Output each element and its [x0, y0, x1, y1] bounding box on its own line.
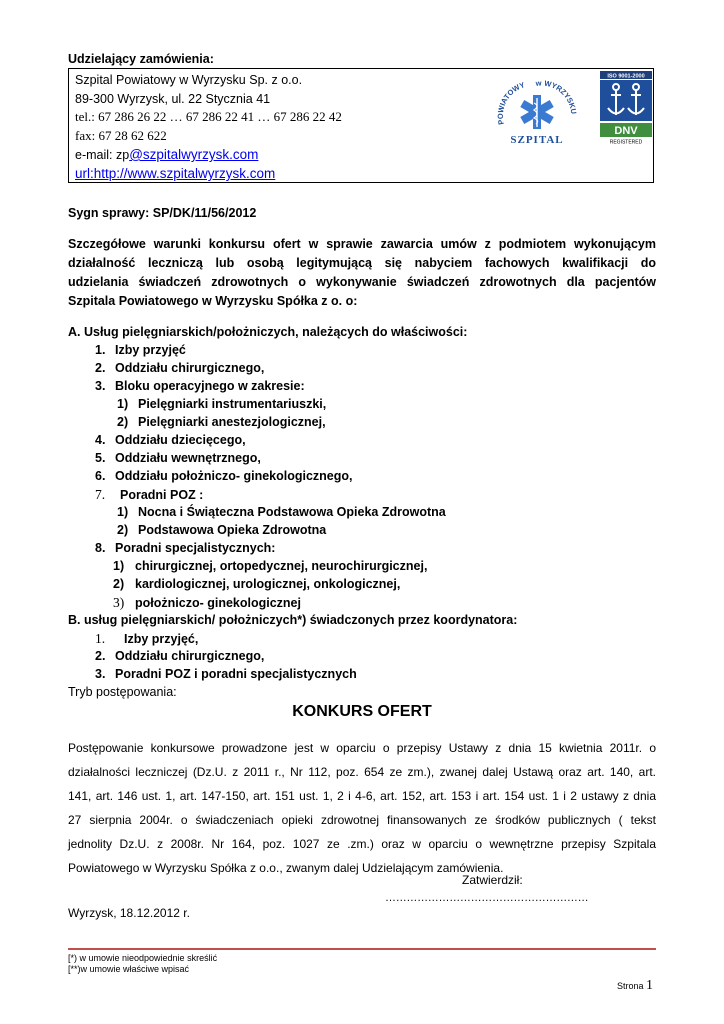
list-item: 4. Oddziału dziecięcego,	[95, 433, 246, 447]
intro-line-1: Szczegółowe warunki konkursu ofert w sprawie zawarcia umów z podmiotem wykonującym	[68, 237, 656, 251]
list-item: 1. Izby przyjęć	[95, 343, 186, 357]
registered-label: REGISTERED	[609, 139, 643, 145]
list-subitem: 1) Nocna i Świąteczna Podstawowa Opieka Zdrowotna	[117, 505, 446, 519]
body-line-3: 141, art. 146 ust. 1, art. 147-150, art. 151 ust. 1, 2 i 4-6, art. 152, art. 153 i art. 154 ust. 1 i 2 ustawy z dnia	[68, 789, 656, 803]
star-of-life-icon	[520, 95, 553, 129]
list-item: 1. Izby przyjęć,	[95, 631, 199, 646]
intro-line-3: udzielania świadczeń zdrowotnych o wykonywanie świadczeń zdrowotnych dla pacjentów	[68, 275, 656, 289]
list-item: 5. Oddziału wewnętrznego,	[95, 451, 261, 465]
list-item: 2. Oddziału chirurgicznego,	[95, 649, 265, 663]
list-subitem: 2) Pielęgniarki anestezjologicznej,	[117, 415, 326, 429]
intro-line-4: Szpitala Powiatowego w Wyrzysku Spółka z o. o:	[68, 294, 358, 308]
ordering-party-label: Udzielający zamówienia:	[68, 52, 214, 66]
case-number: Sygn sprawy: SP/DK/11/56/2012	[68, 206, 257, 220]
hospital-fax: fax: 67 28 62 622	[75, 128, 167, 143]
certification-badge	[600, 71, 652, 145]
list-subitem: 2) kardiologicznej, urologicznej, onkologicznej,	[113, 577, 401, 591]
list-item: 3. Bloku operacyjnego w zakresie:	[95, 379, 305, 393]
footnote-1: [*) w umowie nieodpowiednie skreślić	[68, 953, 218, 963]
intro-line-2: działalność leczniczą lub osobą legitymującą się nabyciem fachowych kwalifikacji do	[68, 256, 656, 270]
body-line-6: Powiatowego w Wyrzysku Spółka z o.o., zwanym dalej Udzielającym zamówienia.	[68, 861, 504, 875]
list-item: 6. Oddziału położniczo- ginekologicznego,	[95, 469, 353, 483]
body-line-4: 27 sierpnia 2004r. o świadczeniach opieki zdrowotnej finansowanych ze środków publicznych ( tekst	[68, 813, 656, 827]
list-subitem: 3) położniczo- ginekologicznej	[113, 595, 301, 610]
signature-line: …………………………………………………	[385, 892, 589, 904]
list-subitem: 2) Podstawowa Opieka Zdrowotna	[117, 523, 327, 537]
page-label: Strona 1	[617, 978, 654, 993]
approved-label: Zatwierdził:	[462, 873, 523, 887]
page-number: 1	[646, 978, 654, 993]
hospital-address: 89-300 Wyrzysk, ul. 22 Stycznia 41	[75, 92, 271, 106]
hospital-email	[75, 147, 258, 162]
website-link[interactable]: url:http://www.szpitalwyrzysk.com	[75, 166, 276, 181]
footer-rule	[68, 948, 656, 950]
footnote-2: [**)w umowie właściwe wpisać	[68, 964, 190, 974]
body-line-5: jednolity Dz.U. z 2008r. Nr 164, poz. 1027 ze .zm.) oraz w oparciu o wewnętrzne przepisy Szpitala	[68, 837, 656, 851]
procedure-label: Tryb postępowania:	[68, 685, 177, 699]
logo-arc-left-text: POWIATOWY	[495, 80, 526, 126]
hospital-phone: tel.: 67 286 26 22 … 67 286 22 41 … 67 286 22 42	[75, 109, 342, 124]
list-item: 3. Poradni POZ i poradni specjalistycznych	[95, 667, 357, 681]
list-item: 7. Poradni POZ :	[95, 487, 204, 502]
body-line-2: działalności leczniczej (Dz.U. z 2011 r., Nr 112, poz. 654 ze zm.), zwanej dalej Ustawą oraz art. 140, art.	[68, 765, 656, 779]
place-date: Wyrzysk, 18.12.2012 r.	[68, 906, 190, 920]
logo-arc-right-text: w WYRZYSKU	[535, 78, 579, 115]
dnv-label: DNV	[614, 125, 638, 137]
logo-bottom-text: SZPITAL	[510, 134, 564, 146]
email-link[interactable]: @szpitalwyrzysk.com	[129, 147, 259, 162]
list-item: 8. Poradni specjalistycznych:	[95, 541, 276, 555]
section-b-title: B. usług pielęgniarskich/ położniczych*) świadczonych przez koordynatora:	[68, 613, 518, 627]
hospital-logo	[484, 72, 584, 148]
list-item: 2. Oddziału chirurgicznego,	[95, 361, 265, 375]
list-subitem: 1) chirurgicznej, ortopedycznej, neurochirurgicznej,	[113, 559, 428, 573]
email-prefix: e-mail: zp	[75, 148, 130, 162]
list-subitem: 1) Pielęgniarki instrumentariuszki,	[117, 397, 327, 411]
hospital-name: Szpital Powiatowy w Wyrzysku Sp. z o.o.	[75, 73, 303, 87]
procedure-title: KONKURS OFERT	[292, 703, 432, 720]
iso-label: ISO 9001-2000	[607, 73, 645, 80]
body-line-1: Postępowanie konkursowe prowadzone jest w oparciu o przepisy Ustawy z dnia 15 kwietnia 2011r. o	[68, 741, 656, 755]
section-a-title: A. Usług pielęgniarskich/położniczych, należących do właściwości:	[68, 325, 468, 339]
